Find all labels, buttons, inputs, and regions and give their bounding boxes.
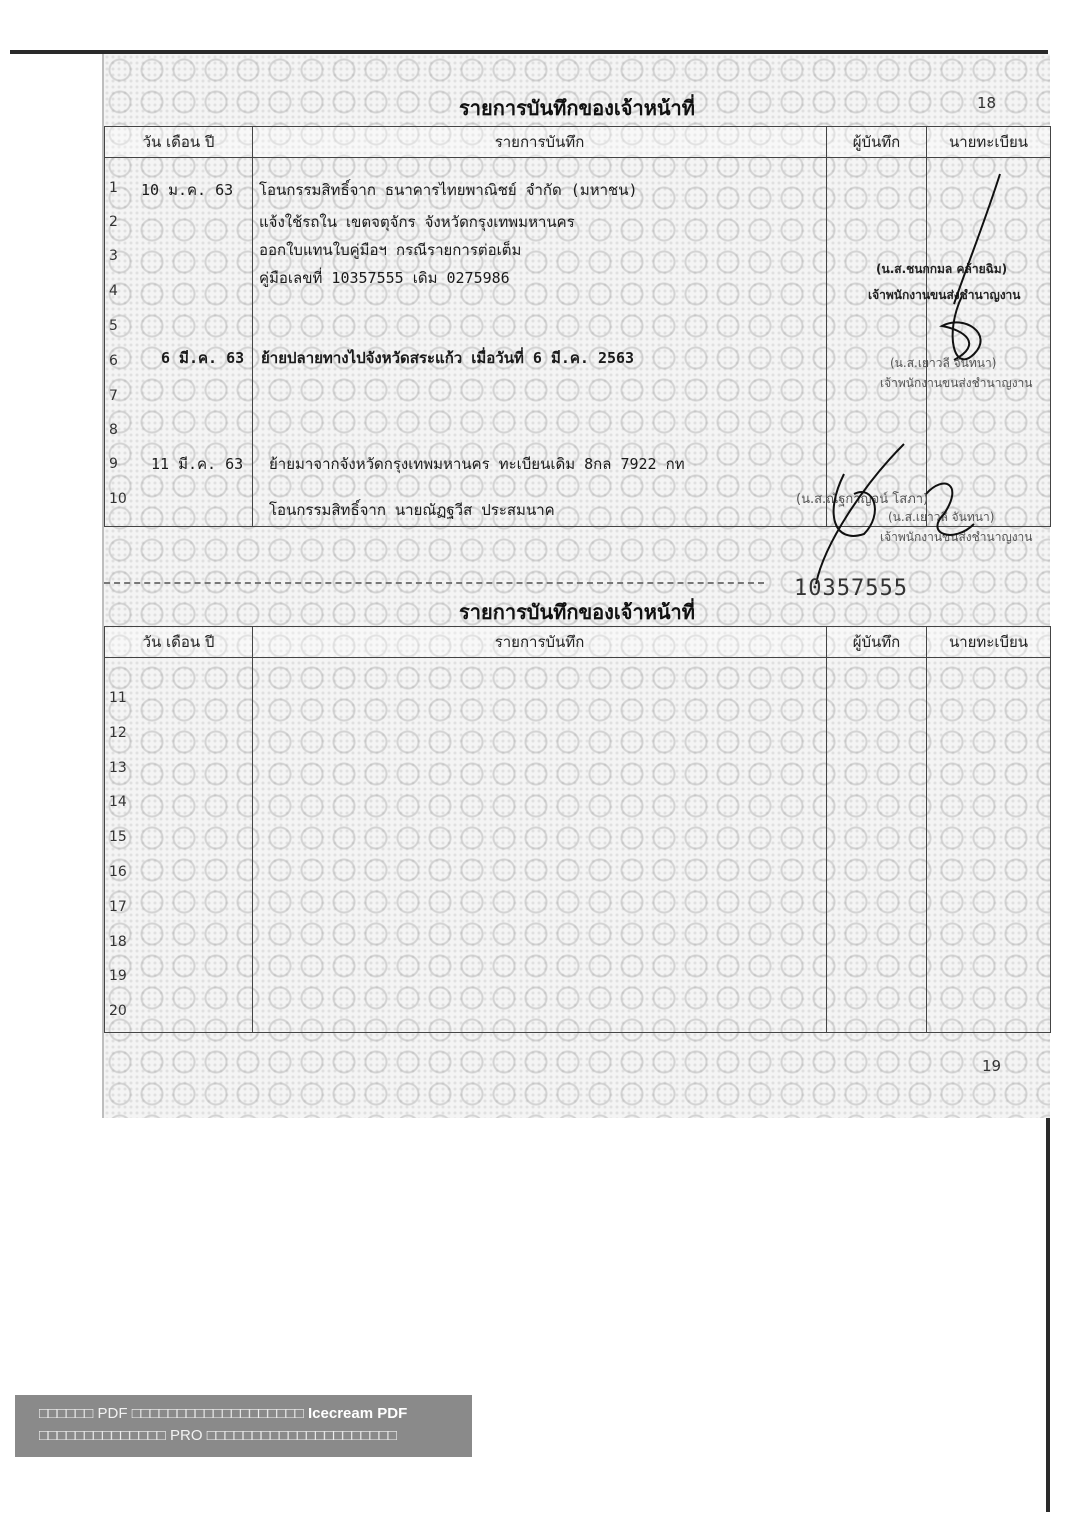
registrar-column-cell bbox=[927, 658, 1051, 1033]
column-header-date: วัน เดือน ปี bbox=[105, 627, 253, 658]
watermark-brand: Icecream PDF bbox=[308, 1405, 408, 1422]
entry-text: ย้ายปลายทางไปจังหวัดสระแก้ว เมื่อวันที่ 6 มี.ค. 2563 bbox=[261, 349, 635, 367]
date-column-cell bbox=[105, 658, 253, 1033]
line-number: 19 bbox=[109, 968, 127, 984]
recorder-column-cell bbox=[827, 158, 927, 527]
officer-title: เจ้าพนักงานขนส่งชำนาญงาน bbox=[880, 376, 1033, 390]
line-number: 4 bbox=[109, 283, 118, 299]
entry-text: คู่มือเลขที่ 10357555 เดิม 0275986 bbox=[259, 269, 510, 287]
section-title-bottom: รายการบันทึกของเจ้าหน้าที่ bbox=[459, 600, 695, 624]
line-number: 9 bbox=[109, 456, 118, 472]
line-number: 14 bbox=[109, 794, 127, 810]
watermark-text: PRO bbox=[170, 1427, 203, 1444]
line-number: 6 bbox=[109, 353, 118, 369]
line-number: 1 bbox=[109, 180, 118, 196]
line-number: 7 bbox=[109, 388, 118, 404]
watermark-text: □□□□□□□□□□□□□□□□□□□□□ bbox=[206, 1427, 397, 1444]
line-number: 15 bbox=[109, 829, 127, 845]
entry-column-cell bbox=[253, 658, 827, 1033]
record-table-bottom bbox=[104, 626, 1051, 1033]
line-number: 11 bbox=[109, 690, 127, 706]
line-number: 17 bbox=[109, 899, 127, 915]
officer-name: (น.ส.ณัฐกาญจน์ โสภา) bbox=[796, 492, 929, 507]
pdf-watermark-banner bbox=[15, 1395, 472, 1457]
watermark-text: □□□□□□ PDF □□□□□□□□□□□□□□□□□□□ bbox=[39, 1405, 304, 1422]
column-header-entry: รายการบันทึก bbox=[253, 627, 827, 658]
entry-column-cell bbox=[253, 158, 827, 527]
line-number: 3 bbox=[109, 248, 118, 264]
entry-text: โอนกรรมสิทธิ์จาก นายณัฏฐวีส ประสมนาค bbox=[269, 501, 555, 519]
recorder-column-cell bbox=[827, 658, 927, 1033]
column-header-entry: รายการบันทึก bbox=[253, 127, 827, 158]
date-column-cell bbox=[105, 158, 253, 527]
watermark-text: □□□□□□□□□□□□□□ bbox=[39, 1427, 166, 1444]
column-header-recorder: ผู้บันทึก bbox=[827, 127, 927, 158]
column-header-recorder: ผู้บันทึก bbox=[827, 627, 927, 658]
entry-text: ออกใบแทนใบคู่มือฯ กรณีรายการต่อเต็ม bbox=[259, 241, 522, 259]
entry-text: แจ้งใช้รถใน เขตจตุจักร จังหวัดกรุงเทพมหานคร bbox=[259, 213, 575, 231]
page-number-bottom: 19 bbox=[982, 1057, 1002, 1075]
line-number: 20 bbox=[109, 1003, 127, 1019]
line-number: 18 bbox=[109, 934, 127, 950]
scan-right-border bbox=[1046, 1112, 1050, 1512]
line-number: 16 bbox=[109, 864, 127, 880]
line-number: 8 bbox=[109, 422, 118, 438]
line-number: 5 bbox=[109, 318, 118, 334]
section-title-top: รายการบันทึกของเจ้าหน้าที่ bbox=[459, 96, 695, 120]
entry-text: โอนกรรมสิทธิ์จาก ธนาคารไทยพาณิชย์ จำกัด (มหาชน) bbox=[259, 181, 638, 199]
entry-date: 10 ม.ค. 63 bbox=[141, 181, 234, 199]
officer-name: (น.ส.ชนกกมล คล้ายฉิม) bbox=[876, 262, 1008, 276]
column-header-date: วัน เดือน ปี bbox=[105, 127, 253, 158]
officer-title: เจ้าพนักงานขนส่งชำนาญงาน bbox=[868, 288, 1021, 302]
line-number: 12 bbox=[109, 725, 127, 741]
line-number: 2 bbox=[109, 214, 118, 230]
registration-book-sheet bbox=[102, 54, 1050, 1118]
column-header-registrar: นายทะเบียน bbox=[927, 127, 1051, 158]
line-number: 10 bbox=[109, 491, 127, 507]
registrar-column-cell bbox=[927, 158, 1051, 527]
officer-name: (น.ส.เยาวลี จันทนา) bbox=[888, 510, 995, 524]
entry-text: ย้ายมาจากจังหวัดกรุงเทพมหานคร ทะเบียนเดิม 8กล 7922 กท bbox=[269, 455, 685, 473]
entry-date: 6 มี.ค. 63 bbox=[161, 349, 245, 367]
officer-title: เจ้าพนักงานขนส่งชำนาญงาน bbox=[880, 530, 1033, 544]
entry-date: 11 มี.ค. 63 bbox=[151, 455, 244, 473]
line-number: 13 bbox=[109, 760, 127, 776]
officer-name: (น.ส.เยาวลี จันทนา) bbox=[890, 356, 997, 370]
page-number-top: 18 bbox=[977, 94, 997, 112]
book-serial-number: 10357555 bbox=[794, 576, 908, 601]
column-header-registrar: นายทะเบียน bbox=[927, 627, 1051, 658]
record-table-top bbox=[104, 126, 1051, 527]
page-divider bbox=[104, 582, 764, 584]
